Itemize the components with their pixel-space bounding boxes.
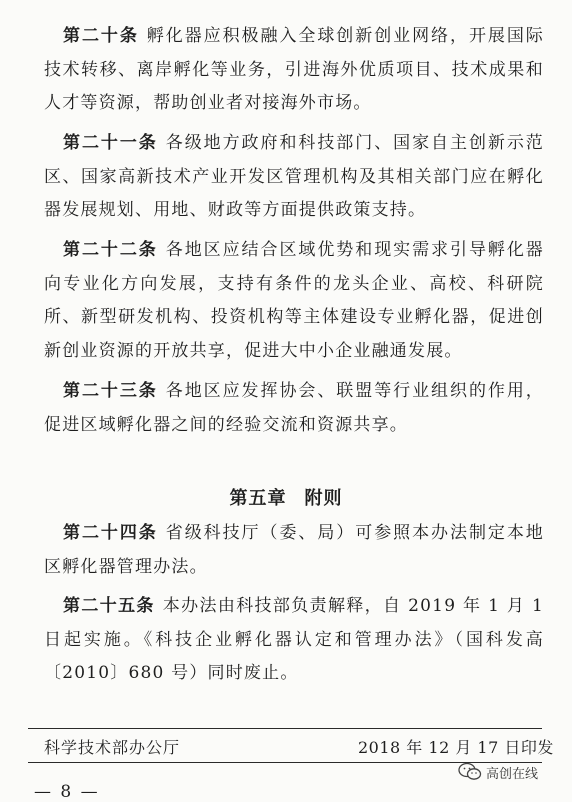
article-number: 第二十四条 bbox=[63, 523, 158, 543]
article-21 bbox=[44, 127, 544, 228]
article-number: 第二十一条 bbox=[63, 133, 158, 153]
chapter-heading bbox=[0, 484, 572, 510]
chapter-title: 附则 bbox=[304, 488, 343, 509]
footer-top-rule bbox=[28, 728, 542, 729]
article-text: 孵化器应积极融入全球创新创业网络，开展国际技术转移、离岸孵化等业务，引进海外优质项目、技术成果和人才等资源，帮助创业者对接海外市场。 bbox=[44, 26, 544, 113]
page-number: — 8 — bbox=[34, 782, 100, 802]
article-23 bbox=[44, 375, 544, 442]
article-text: 各级地方政府和科技部门、国家自主创新示范区、国家高新技术产业开发区管理机构及其相关部门应在孵化器发展规划、用地、财政等方面提供政策支持。 bbox=[44, 133, 544, 220]
wechat-icon bbox=[458, 762, 482, 782]
footer-issuer: 科学技术部办公厅 bbox=[44, 738, 181, 757]
article-25 bbox=[44, 590, 544, 691]
article-text: 各地区应结合区域优势和现实需求引导孵化器向专业化方向发展，支持有条件的龙头企业、高校、科研院所、新型研发机构、投资机构等主体建设专业孵化器，促进创新创业资源的开放共享，促进大中小企业融通发展。 bbox=[44, 240, 544, 361]
chapter-number: 第五章 bbox=[229, 488, 287, 509]
article-text: 本办法由科技部负责解释，自 2019 年 1 月 1 日起实施。《科技企业孵化器认定和管理办法》（国科发高〔2010〕680 号）同时废止。 bbox=[44, 596, 544, 683]
article-text: 省级科技厅（委、局）可参照本办法制定本地区孵化器管理办法。 bbox=[44, 523, 544, 577]
article-text: 各地区应发挥协会、联盟等行业组织的作用，促进区域孵化器之间的经验交流和资源共享。 bbox=[44, 381, 544, 435]
article-number: 第二十二条 bbox=[63, 240, 158, 260]
article-number: 第二十条 bbox=[63, 26, 139, 46]
article-24 bbox=[44, 517, 544, 584]
article-number: 第二十三条 bbox=[63, 381, 158, 401]
footer-date: 2018 年 12 月 17 日印发 bbox=[358, 738, 554, 757]
watermark-text: 高创在线 bbox=[486, 766, 539, 782]
article-22 bbox=[44, 234, 544, 368]
watermark bbox=[458, 762, 538, 782]
article-20 bbox=[44, 20, 544, 121]
article-number: 第二十五条 bbox=[63, 596, 155, 616]
